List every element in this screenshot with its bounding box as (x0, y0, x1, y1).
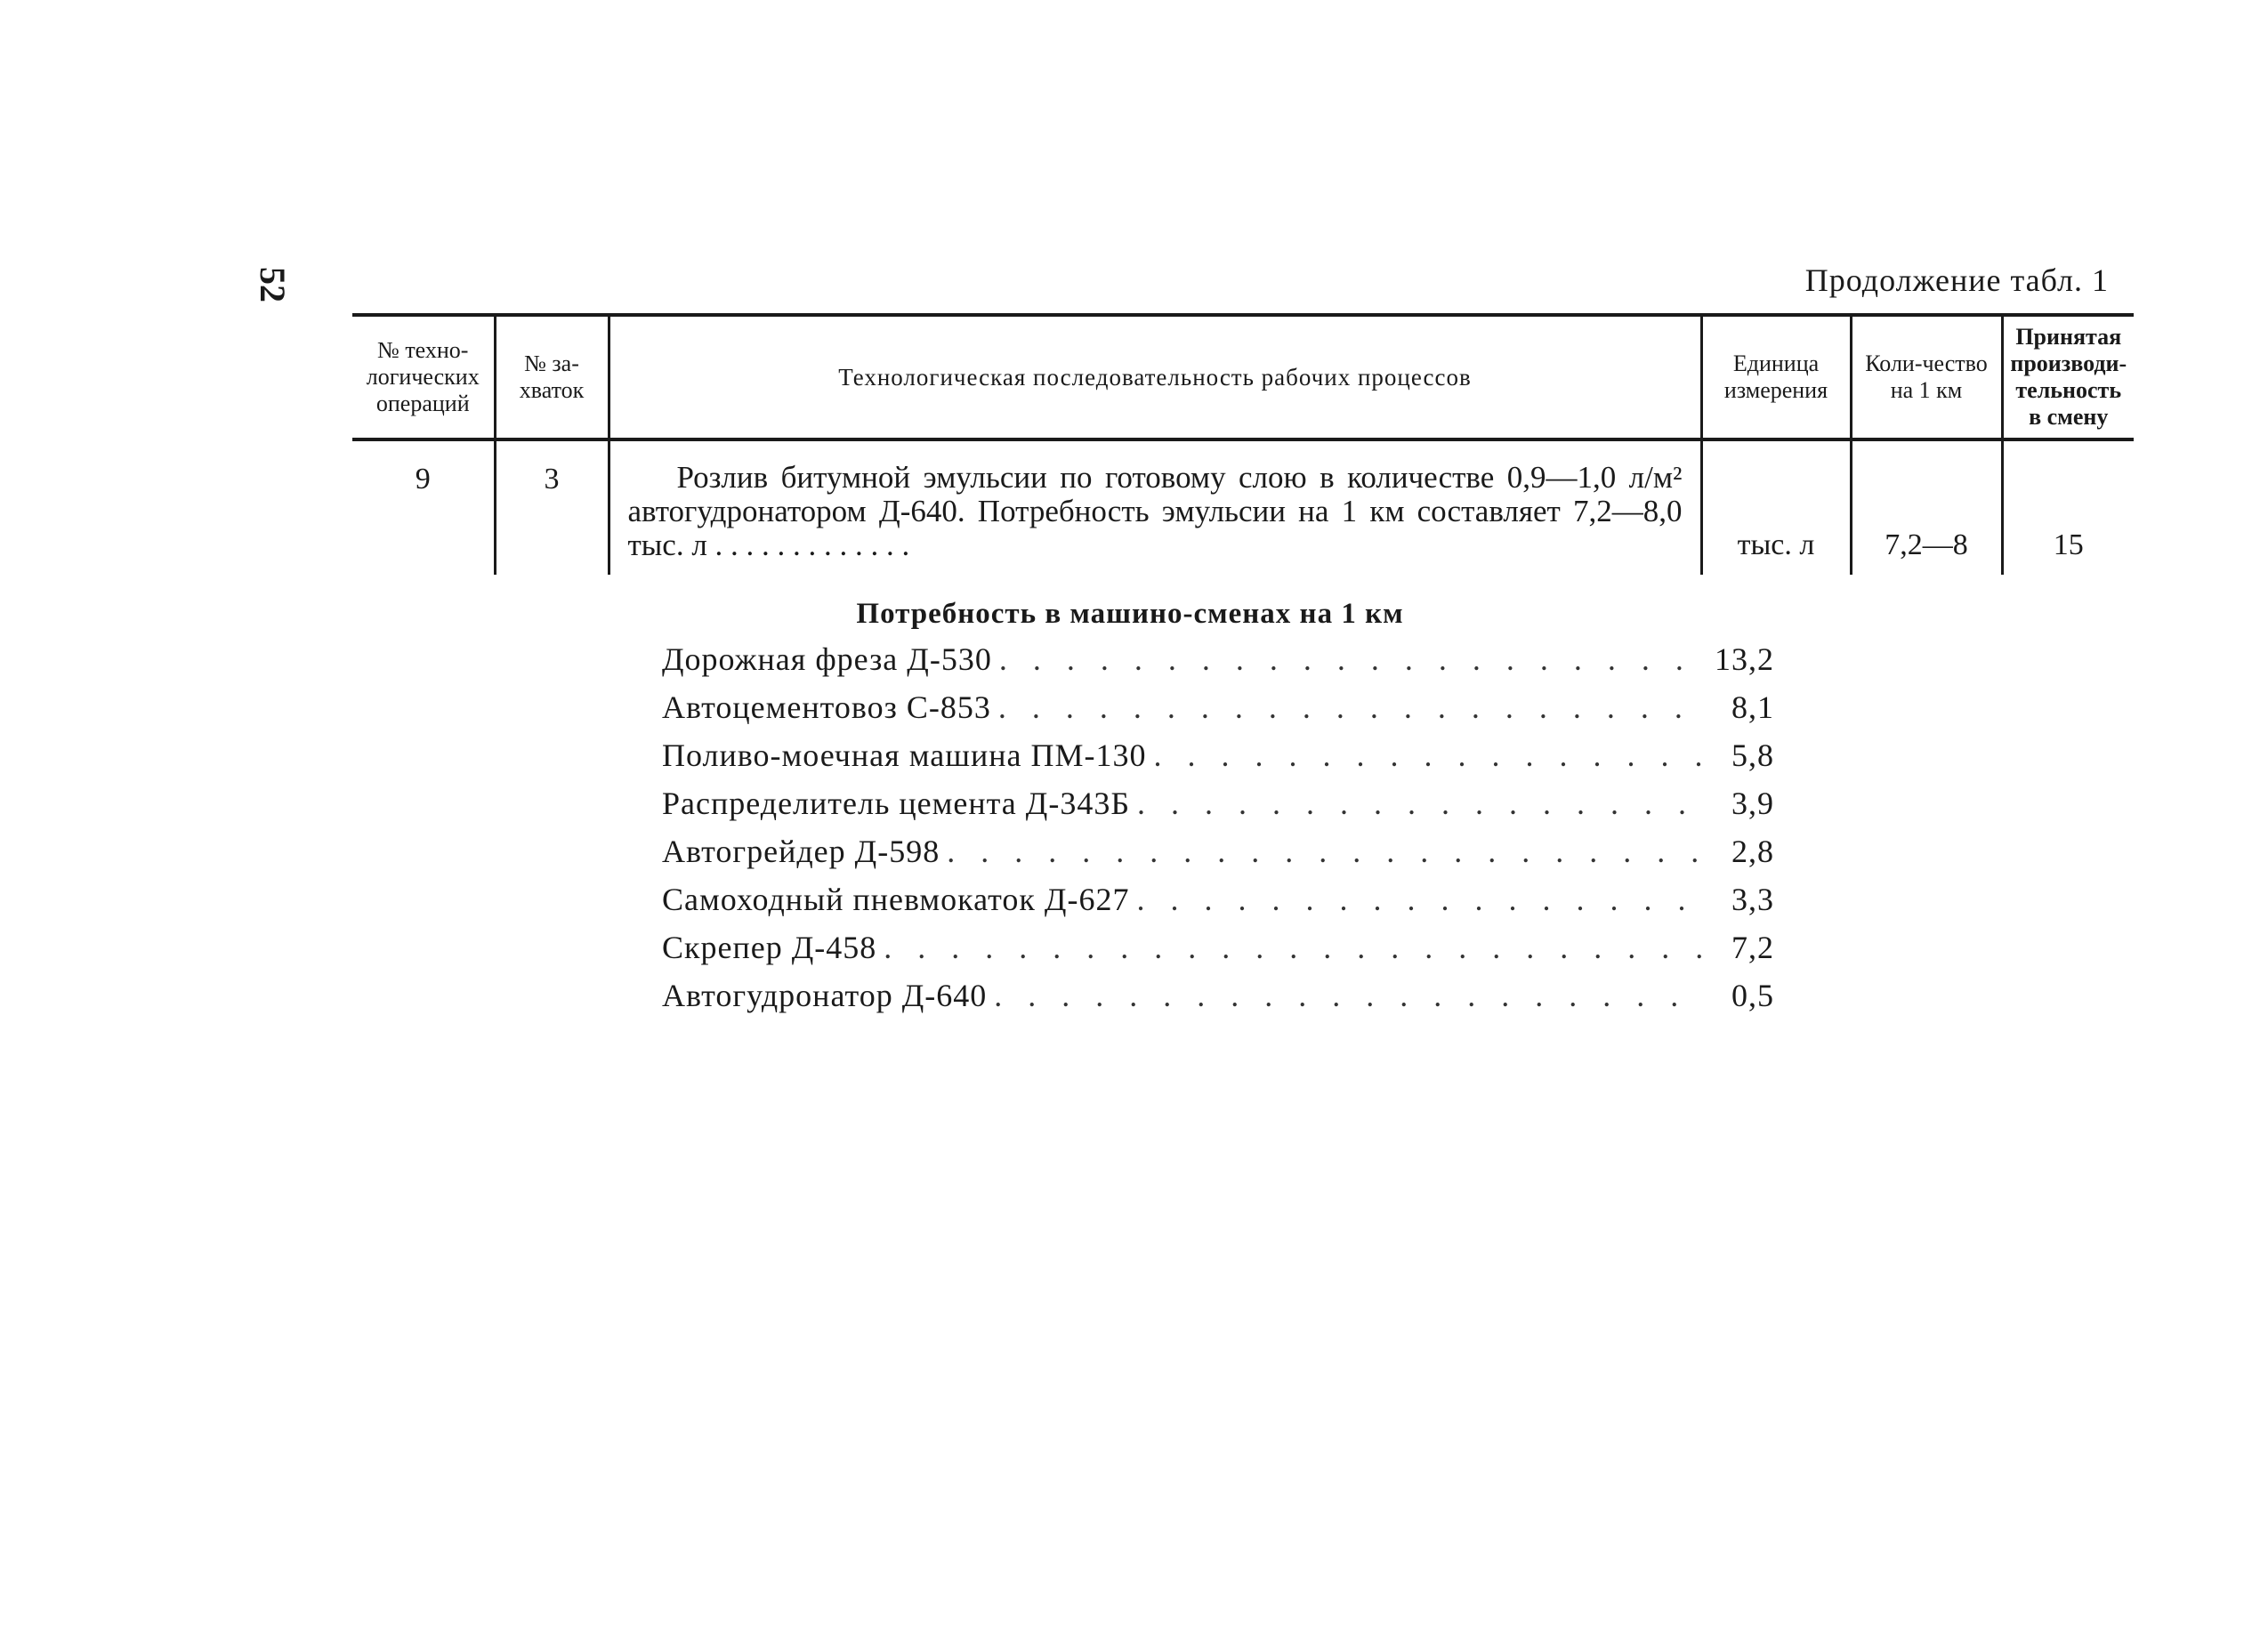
cell-unit: тыс. л (1701, 439, 1851, 575)
cell-process-description: Розлив битумной эмульсии по готовому слою в количестве 0,9—1,0 л/м² автогудронатором Д-640. Потребность эмульсии на 1 км составляет 7,2—8,0 тыс. л . . . . . . . . . . . . . (609, 439, 1701, 575)
header-productivity: Принятая производи-тельность в смену (2002, 315, 2134, 439)
dot-leader (998, 689, 1705, 726)
list-item (662, 737, 1774, 785)
machine-name: Дорожная фреза Д-530 (662, 641, 992, 677)
machine-name: Поливо-моечная машина ПМ-130 (662, 737, 1147, 773)
dot-leader (947, 833, 1705, 870)
dot-leader (884, 929, 1705, 966)
list-item (662, 785, 1774, 833)
machine-shift-value: 0,5 (1731, 978, 1774, 1013)
list-item (662, 977, 1774, 1025)
list-item (662, 881, 1774, 929)
machine-name: Скрепер Д-458 (662, 930, 877, 965)
dot-leader (999, 641, 1705, 678)
table-continuation-caption: Продолжение табл. 1 (1804, 262, 2109, 298)
table-header-row (352, 315, 2134, 439)
dot-leader (1153, 737, 1705, 774)
header-quantity: Коли-чество на 1 км (1851, 315, 2002, 439)
header-process: Технологическая последовательность рабочих процессов (609, 315, 1701, 439)
cell-op-no: 9 (415, 463, 431, 496)
machine-name: Автогрейдер Д-598 (662, 834, 940, 869)
table-row (352, 439, 2134, 575)
machine-shift-value: 2,8 (1731, 834, 1774, 869)
list-item (662, 929, 1774, 977)
machine-name: Распределитель цемента Д-343Б (662, 786, 1131, 821)
header-op-no: № техно-логических операций (352, 315, 495, 439)
header-zahvatka-no: № за-хваток (495, 315, 609, 439)
machine-shift-value: 5,8 (1731, 737, 1774, 773)
machine-shifts-list (662, 641, 1774, 1025)
machine-shift-value: 3,3 (1731, 882, 1774, 917)
machine-shifts-title: Потребность в машино-сменах на 1 км (856, 598, 1404, 630)
machine-shift-value: 13,2 (1715, 641, 1774, 677)
machine-shift-value: 8,1 (1731, 689, 1774, 725)
cell-quantity: 7,2—8 (1851, 439, 2002, 575)
cell-zahvatka-no: 3 (495, 439, 609, 575)
cell-productivity: 15 (2002, 439, 2134, 575)
dot-leader (1137, 785, 1705, 822)
list-item (662, 689, 1774, 737)
dot-leader (1136, 881, 1705, 918)
dot-leader (994, 977, 1705, 1014)
list-item (662, 641, 1774, 689)
header-unit: Единица измерения (1701, 315, 1851, 439)
machine-shift-value: 7,2 (1731, 930, 1774, 965)
machine-name: Автоцементовоз С-853 (662, 689, 991, 725)
list-item (662, 833, 1774, 881)
page-number: 52 (253, 267, 293, 302)
machine-name: Самоходный пневмокаток Д-627 (662, 882, 1130, 917)
machine-name: Автогудронатор Д-640 (662, 978, 988, 1013)
operations-table (352, 313, 2134, 575)
machine-shift-value: 3,9 (1731, 786, 1774, 821)
